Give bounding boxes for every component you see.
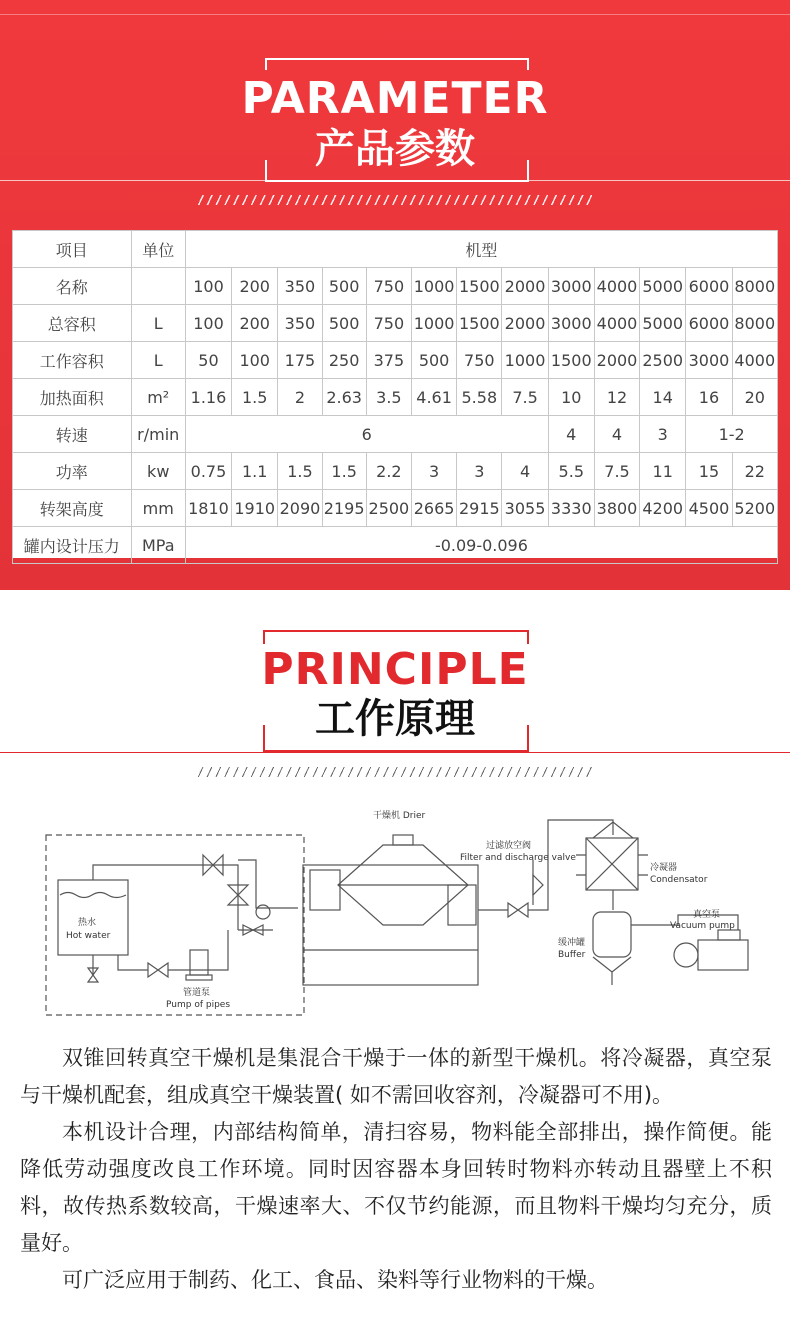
slash-decoration bbox=[198, 767, 592, 777]
row-label: 功率 bbox=[13, 453, 132, 490]
description-paragraph: 双锥回转真空干燥机是集混合干燥于一体的新型干燥机。将冷凝器，真空泵与干燥机配套，组成真空干燥装置( 如不需回收容剂，冷凝器可不用)。 bbox=[20, 1046, 772, 1107]
table-cell: 12 bbox=[594, 379, 639, 416]
table-cell: 2915 bbox=[457, 490, 502, 527]
table-cell: 3330 bbox=[548, 490, 594, 527]
table-cell: 750 bbox=[457, 342, 502, 379]
table-cell: 500 bbox=[322, 305, 366, 342]
table-cell: 3000 bbox=[548, 268, 594, 305]
table-cell: 350 bbox=[278, 268, 322, 305]
table-row bbox=[13, 490, 778, 527]
table-cell: 2500 bbox=[640, 342, 686, 379]
label-filter-en: Filter and discharge valve bbox=[460, 853, 576, 863]
table-cell: 2500 bbox=[366, 490, 411, 527]
table-row bbox=[13, 305, 778, 342]
table-cell: 14 bbox=[640, 379, 686, 416]
table-cell: 3 bbox=[457, 453, 502, 490]
label-filter-cn: 过滤放空阀 bbox=[486, 841, 532, 851]
row-unit: mm bbox=[131, 490, 185, 527]
table-cell: 100 bbox=[185, 305, 231, 342]
row-label: 名称 bbox=[13, 268, 132, 305]
row-unit: kw bbox=[131, 453, 185, 490]
row-unit: L bbox=[131, 342, 185, 379]
row-label: 总容积 bbox=[13, 305, 132, 342]
table-cell: 1000 bbox=[411, 268, 456, 305]
principle-title-en: PRINCIPLE bbox=[261, 644, 529, 695]
divider bbox=[0, 180, 790, 181]
table-row bbox=[13, 416, 778, 453]
table-cell: 750 bbox=[366, 268, 411, 305]
vacuum-pump-motor bbox=[674, 943, 698, 967]
table-cell: 1.5 bbox=[322, 453, 366, 490]
filter-valve-icon bbox=[533, 875, 543, 895]
table-cell: 7.5 bbox=[502, 379, 548, 416]
title-bracket-top bbox=[265, 58, 529, 70]
table-cell: 350 bbox=[278, 305, 322, 342]
table-cell: 4.61 bbox=[411, 379, 456, 416]
table-cell: 100 bbox=[232, 342, 278, 379]
table-cell: 175 bbox=[278, 342, 322, 379]
table-cell: 1910 bbox=[232, 490, 278, 527]
table-cell: 1.5 bbox=[232, 379, 278, 416]
table-cell: 2000 bbox=[502, 305, 548, 342]
row-label: 加热面积 bbox=[13, 379, 132, 416]
divider bbox=[0, 14, 790, 15]
principle-title-cn: 工作原理 bbox=[315, 696, 475, 742]
table-cell: 0.75 bbox=[185, 453, 231, 490]
label-buffer-en: Buffer bbox=[558, 950, 586, 960]
pressure-gauge-icon bbox=[256, 905, 270, 919]
table-cell: 20 bbox=[732, 379, 777, 416]
table-cell: 4000 bbox=[594, 305, 639, 342]
description bbox=[20, 1040, 772, 1299]
table-cell: 6000 bbox=[686, 268, 732, 305]
table-cell: 3.5 bbox=[366, 379, 411, 416]
table-row bbox=[13, 379, 778, 416]
table-cell: 4000 bbox=[594, 268, 639, 305]
row-unit bbox=[131, 268, 185, 305]
table-cell: 2 bbox=[278, 379, 322, 416]
table-cell: -0.09-0.096 bbox=[185, 527, 777, 564]
row-label: 罐内设计压力 bbox=[13, 527, 132, 564]
label-buffer-cn: 缓冲罐 bbox=[558, 938, 586, 948]
table-cell: 1500 bbox=[548, 342, 594, 379]
header-item: 项目 bbox=[13, 231, 132, 268]
label-drier: 干燥机 Drier bbox=[373, 811, 426, 821]
table-cell: 4200 bbox=[640, 490, 686, 527]
table-cell: 4000 bbox=[732, 342, 777, 379]
table-cell: 15 bbox=[686, 453, 732, 490]
table-cell: 50 bbox=[185, 342, 231, 379]
water-surface bbox=[60, 893, 126, 898]
table-cell: 100 bbox=[185, 268, 231, 305]
table-cell: 1-2 bbox=[686, 416, 778, 453]
table-cell: 8000 bbox=[732, 305, 777, 342]
spec-table-container bbox=[12, 230, 778, 558]
table-cell: 2.2 bbox=[366, 453, 411, 490]
table-cell: 1.1 bbox=[232, 453, 278, 490]
table-cell: 2000 bbox=[502, 268, 548, 305]
row-unit: m² bbox=[131, 379, 185, 416]
table-row bbox=[13, 527, 778, 564]
table-cell: 5.5 bbox=[548, 453, 594, 490]
table-cell: 1000 bbox=[411, 305, 456, 342]
table-cell: 7.5 bbox=[594, 453, 639, 490]
valve-icon bbox=[508, 903, 528, 917]
label-hotwater-en: Hot water bbox=[66, 931, 111, 941]
parameter-title-en: PARAMETER bbox=[241, 73, 549, 124]
table-cell: 2.63 bbox=[322, 379, 366, 416]
row-label: 转架高度 bbox=[13, 490, 132, 527]
description-paragraph: 可广泛应用于制药、化工、食品、染料等行业物料的干燥。 bbox=[62, 1268, 608, 1292]
table-cell: 4 bbox=[502, 453, 548, 490]
table-cell: 1000 bbox=[502, 342, 548, 379]
table-cell: 4 bbox=[548, 416, 594, 453]
header-model: 机型 bbox=[185, 231, 777, 268]
table-cell: 5200 bbox=[732, 490, 777, 527]
process-flow-diagram bbox=[38, 800, 758, 1025]
header-unit: 单位 bbox=[131, 231, 185, 268]
label-condenser-en: Condensator bbox=[650, 875, 708, 885]
parameter-title-cn: 产品参数 bbox=[315, 126, 475, 172]
table-cell: 3800 bbox=[594, 490, 639, 527]
table-row bbox=[13, 453, 778, 490]
drier-motor bbox=[310, 870, 340, 910]
description-paragraph: 本机设计合理，内部结构简单，清扫容易，物料能全部排出，操作简便。能降低劳动强度改良工作环境。同时因容器本身回转时物料亦转动且器壁上不积料，故传热系数较高，干燥速率大、不仅节约能源，而且物料干燥均匀充分，质量好。 bbox=[20, 1120, 772, 1255]
vacuum-pump bbox=[698, 940, 748, 970]
principle-bracket-top bbox=[263, 630, 529, 644]
table-cell: 1.16 bbox=[185, 379, 231, 416]
table-cell: 2665 bbox=[411, 490, 456, 527]
table-cell: 500 bbox=[322, 268, 366, 305]
table-cell: 16 bbox=[686, 379, 732, 416]
pipe-pump bbox=[190, 950, 208, 975]
table-cell: 3 bbox=[640, 416, 686, 453]
table-header-row bbox=[13, 231, 778, 268]
row-label: 转速 bbox=[13, 416, 132, 453]
spec-table bbox=[12, 230, 778, 564]
principle-bracket-bottom bbox=[263, 725, 529, 752]
table-cell: 5000 bbox=[640, 268, 686, 305]
slash-decoration bbox=[198, 195, 592, 205]
table-cell: 1500 bbox=[457, 268, 502, 305]
table-cell: 250 bbox=[322, 342, 366, 379]
table-cell: 4500 bbox=[686, 490, 732, 527]
table-cell: 3055 bbox=[502, 490, 548, 527]
table-cell: 5000 bbox=[640, 305, 686, 342]
table-row bbox=[13, 268, 778, 305]
table-cell: 1500 bbox=[457, 305, 502, 342]
table-cell: 200 bbox=[232, 268, 278, 305]
table-cell: 375 bbox=[366, 342, 411, 379]
label-pump-en: Pump of pipes bbox=[166, 1000, 231, 1010]
divider bbox=[0, 752, 790, 753]
table-cell: 11 bbox=[640, 453, 686, 490]
row-label: 工作容积 bbox=[13, 342, 132, 379]
valve-icon bbox=[148, 963, 168, 977]
label-condenser-cn: 冷凝器 bbox=[650, 863, 678, 873]
table-cell: 5.58 bbox=[457, 379, 502, 416]
table-cell: 750 bbox=[366, 305, 411, 342]
table-cell: 10 bbox=[548, 379, 594, 416]
row-unit: r/min bbox=[131, 416, 185, 453]
row-unit: L bbox=[131, 305, 185, 342]
label-pump-cn: 管道泵 bbox=[183, 988, 211, 998]
table-cell: 500 bbox=[411, 342, 456, 379]
table-cell: 2195 bbox=[322, 490, 366, 527]
label-vacuum-en: Vacuum pump bbox=[670, 921, 735, 931]
buffer-tank bbox=[593, 912, 631, 957]
table-cell: 2090 bbox=[278, 490, 322, 527]
table-cell: 1.5 bbox=[278, 453, 322, 490]
table-row bbox=[13, 342, 778, 379]
table-cell: 6 bbox=[185, 416, 548, 453]
table-cell: 3000 bbox=[548, 305, 594, 342]
table-cell: 6000 bbox=[686, 305, 732, 342]
table-cell: 2000 bbox=[594, 342, 639, 379]
row-unit: MPa bbox=[131, 527, 185, 564]
table-cell: 3 bbox=[411, 453, 456, 490]
parameter-section bbox=[0, 0, 790, 590]
title-bracket-bottom bbox=[265, 160, 529, 182]
table-cell: 8000 bbox=[732, 268, 777, 305]
table-cell: 200 bbox=[232, 305, 278, 342]
label-hotwater-cn: 热水 bbox=[78, 918, 97, 928]
label-vacuum-cn: 真空泵 bbox=[693, 910, 721, 920]
table-cell: 1810 bbox=[185, 490, 231, 527]
table-cell: 22 bbox=[732, 453, 777, 490]
table-cell: 3000 bbox=[686, 342, 732, 379]
table-cell: 4 bbox=[594, 416, 639, 453]
